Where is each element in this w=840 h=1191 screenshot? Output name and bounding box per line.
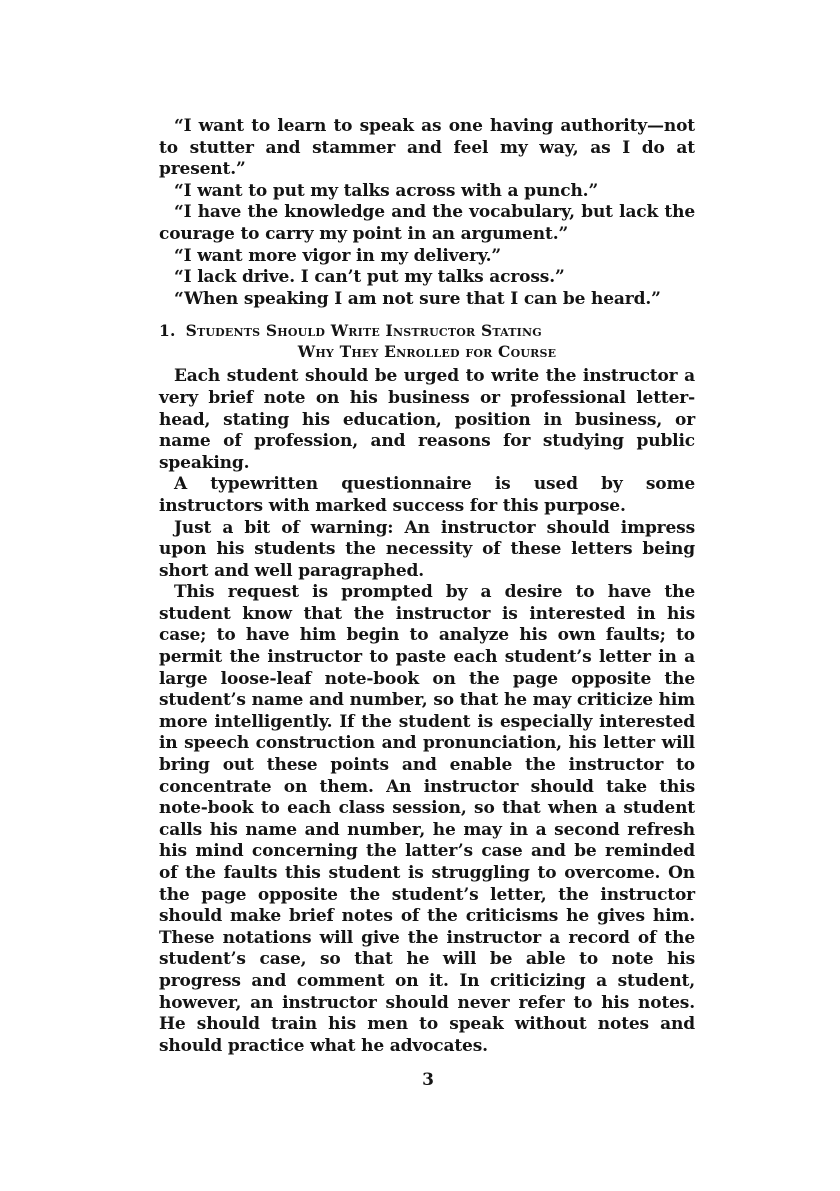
section-heading-line-1 [159,320,695,341]
quote-line: “I want to learn to speak as one having authority—not to stutter and stammer and feel my way, as I do at present.” [159,116,695,180]
body-paragraph: A typewritten questionnaire is used by some instructors with marked success for this purpose. [159,474,695,516]
body-paragraph: Just a bit of warning: An instructor should impress upon his students the necessity of these letters being short and well paragraphed. [159,517,695,581]
body-paragraph: Each student should be urged to write the instructor a very brief note on his business or professional letter-head, stating his education, position in business, or name of profession, and reasons for studying public speaking. [159,366,695,473]
page-text-block [159,116,695,1057]
page-number: 3 [422,1070,434,1090]
quote-line: “When speaking I am not sure that I can be heard.” [174,288,661,309]
section-heading-line-2: Why They Enrolled for Course [297,342,557,362]
quote-line: “I have the knowledge and the vocabulary, but lack the courage to carry my point in an argument.” [159,202,695,244]
section-heading [159,320,695,362]
body-paragraph: This request is prompted by a desire to have the student know that the instructor is interested in his case; to have him begin to analyze his own faults; to permit the instructor to paste each student’s letter in a large loose-leaf note-book on the page opposite the student’s name and number, so that he may criticize him more intelligently. If the student is especially interested in speech construction and pronunciation, his letter will bring out these points and enable the instructor to concentrate on them. An instructor should take this note-book to each class session, so that when a student calls his name and number, he may in a second refresh his mind concerning the latter’s case and be reminded of the faults this student is struggling to overcome. On the page opposite the student’s letter, the instructor should make brief notes of the criticisms he gives him. These notations will give the instructor a record of the student’s case, so that he will be able to note his progress and comment on it. In criticizing a student, however, an instructor should never refer to his notes. He should train his men to speak without notes and should practice what he advocates. [159,582,695,1056]
section-heading-text-1: Students Should Write Instructor Stating [185,321,542,341]
section-number: 1. [159,321,176,341]
quote-line: “I lack drive. I can’t put my talks across.” [174,267,565,288]
quote-line: “I want more vigor in my delivery.” [174,245,502,266]
quote-line: “I want to put my talks across with a punch.” [174,180,599,201]
